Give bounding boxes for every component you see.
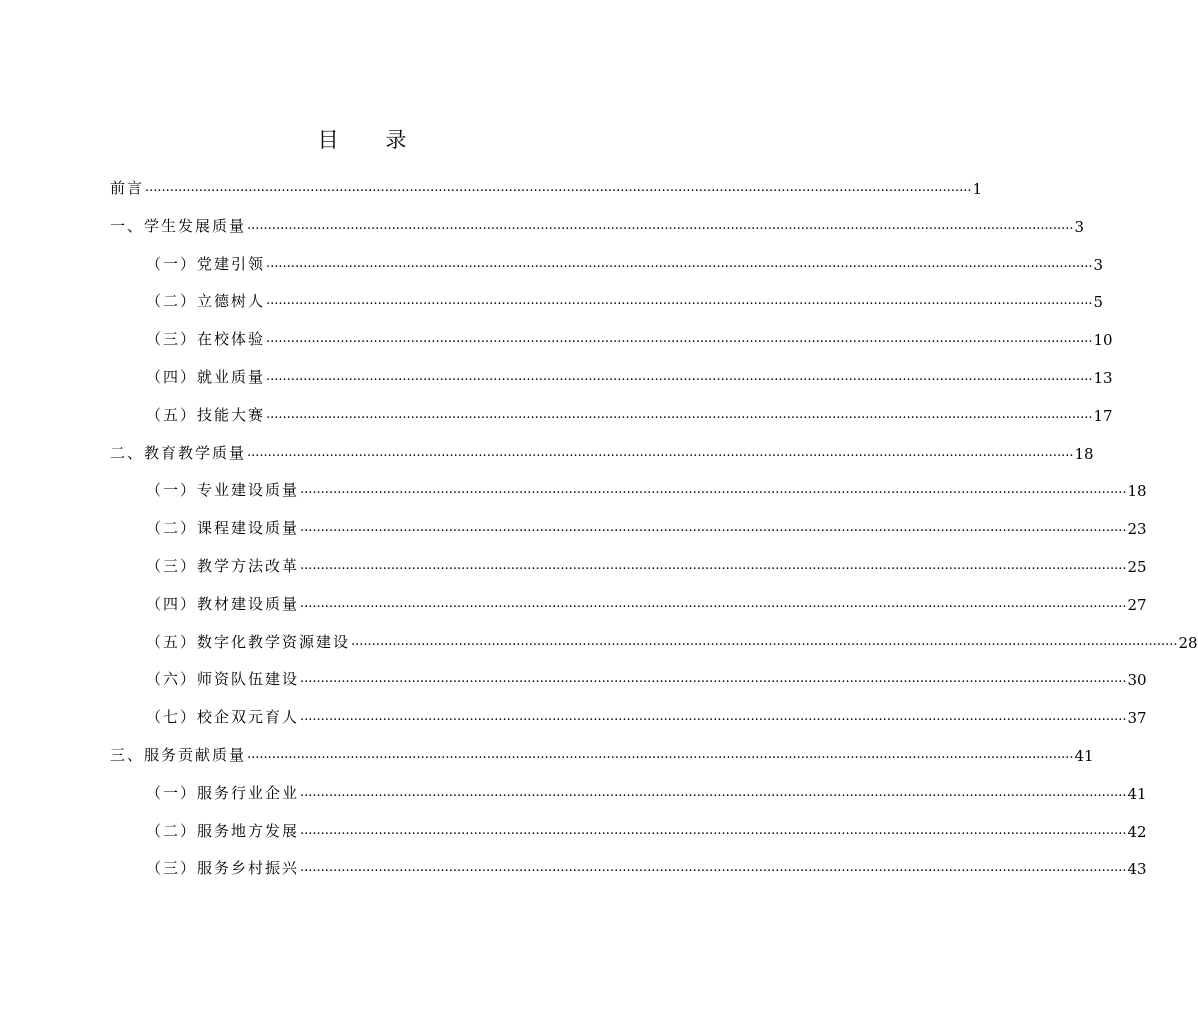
toc-entry-page: 23 <box>1127 520 1147 539</box>
toc-entry <box>146 325 1113 350</box>
toc-entry <box>146 665 1147 690</box>
toc-entry-label: （二）立德树人 <box>146 292 266 311</box>
toc-entry-label: （五）技能大赛 <box>146 405 266 424</box>
toc-entry-label: （一）服务行业企业 <box>146 783 300 802</box>
toc-entry <box>146 287 1104 312</box>
toc-entry-page: 13 <box>1093 369 1113 387</box>
toc-entry-label: （六）师资队伍建设 <box>146 670 300 689</box>
toc-entry <box>146 590 1147 614</box>
toc-entry-label: （七）校企双元育人 <box>146 708 300 727</box>
toc-entry-label: 一、学生发展质量 <box>110 216 247 235</box>
toc-entry-page: 5 <box>1093 293 1104 312</box>
toc-entry-label: （三）在校体验 <box>146 330 266 349</box>
toc-entry <box>110 212 1085 236</box>
dot-leader: ........................................................................................................................................................................................................ <box>247 217 1074 233</box>
toc-entry-page: 28 <box>1178 633 1198 652</box>
toc-entry-label: （四）就业质量 <box>146 368 266 386</box>
dot-leader: ........................................................................................................................................................................................................ <box>266 255 1093 271</box>
toc-entry <box>146 628 1198 652</box>
dot-leader: ........................................................................................................................................................................................................ <box>266 406 1093 422</box>
dot-leader: ........................................................................................................................................................................................................ <box>300 671 1127 687</box>
toc-entry-page: 10 <box>1093 331 1113 350</box>
toc-entry-page: 3 <box>1074 217 1085 236</box>
page-title: 目 录 <box>317 128 427 152</box>
toc-entry-label: （三）教学方法改革 <box>146 557 300 575</box>
toc-entry-page: 43 <box>1127 860 1147 879</box>
dot-leader: ........................................................................................................................................................................................................ <box>266 293 1093 309</box>
toc-entry-page: 41 <box>1074 747 1094 765</box>
dot-leader: ........................................................................................................................................................................................................ <box>300 482 1127 498</box>
toc-entry <box>146 250 1104 274</box>
dot-leader: ........................................................................................................................................................................................................ <box>247 444 1074 460</box>
dot-leader: ........................................................................................................................................................................................................ <box>300 860 1127 876</box>
toc-entry-page: 37 <box>1127 709 1147 728</box>
dot-leader: ........................................................................................................................................................................................................ <box>300 709 1127 725</box>
toc-entry-label: 前言 <box>110 179 145 197</box>
dot-leader: ........................................................................................................................................................................................................ <box>351 633 1178 649</box>
toc-entry <box>146 854 1147 879</box>
toc-entry <box>146 552 1147 576</box>
toc-entry-page: 1 <box>972 180 983 198</box>
toc-entry <box>146 401 1113 425</box>
toc-entry <box>146 363 1113 387</box>
dot-leader: ........................................................................................................................................................................................................ <box>266 331 1093 347</box>
toc-entry-page: 30 <box>1127 671 1147 690</box>
dot-leader: ........................................................................................................................................................................................................ <box>247 747 1074 762</box>
toc-entry-label: （五）数字化教学资源建设 <box>146 632 351 651</box>
toc-entry-page: 18 <box>1074 444 1094 463</box>
toc-entry-label: 二、教育教学质量 <box>110 443 247 462</box>
toc-entry <box>110 174 983 198</box>
toc-entry-page: 17 <box>1093 406 1113 425</box>
dot-leader: ........................................................................................................................................................................................................ <box>266 369 1093 384</box>
toc-entry <box>146 703 1147 728</box>
toc-entry-label: （一）党建引领 <box>146 254 266 273</box>
toc-entry-page: 25 <box>1127 558 1147 576</box>
toc-entry-page: 27 <box>1127 595 1147 614</box>
dot-leader: ........................................................................................................................................................................................................ <box>300 595 1127 611</box>
toc-entry <box>146 817 1147 841</box>
toc-entry-label: （二）服务地方发展 <box>146 821 300 840</box>
toc-entry-label: （三）服务乡村振兴 <box>146 859 300 878</box>
toc-entry <box>146 514 1147 539</box>
toc-entry-label: 三、服务贡献质量 <box>110 746 247 764</box>
dot-leader: ........................................................................................................................................................................................................ <box>300 784 1127 800</box>
toc-entry-page: 41 <box>1127 784 1147 803</box>
toc-entry-label: （二）课程建设质量 <box>146 519 300 538</box>
toc-entry-page: 3 <box>1093 255 1104 274</box>
toc-entry <box>110 741 1094 765</box>
toc-entry <box>146 476 1147 501</box>
dot-leader: ........................................................................................................................................................................................................ <box>300 822 1127 838</box>
dot-leader: ........................................................................................................................................................................................................ <box>300 558 1127 573</box>
toc-entry-label: （一）专业建设质量 <box>146 481 300 500</box>
dot-leader: ........................................................................................................................................................................................................ <box>300 520 1127 536</box>
toc-entry-label: （四）教材建设质量 <box>146 594 300 613</box>
toc-entry-page: 18 <box>1127 482 1147 501</box>
toc-entry <box>110 439 1094 463</box>
toc-entry <box>146 779 1147 803</box>
toc-entry-page: 42 <box>1127 822 1147 841</box>
dot-leader: ........................................................................................................................................................................................................ <box>145 180 972 195</box>
